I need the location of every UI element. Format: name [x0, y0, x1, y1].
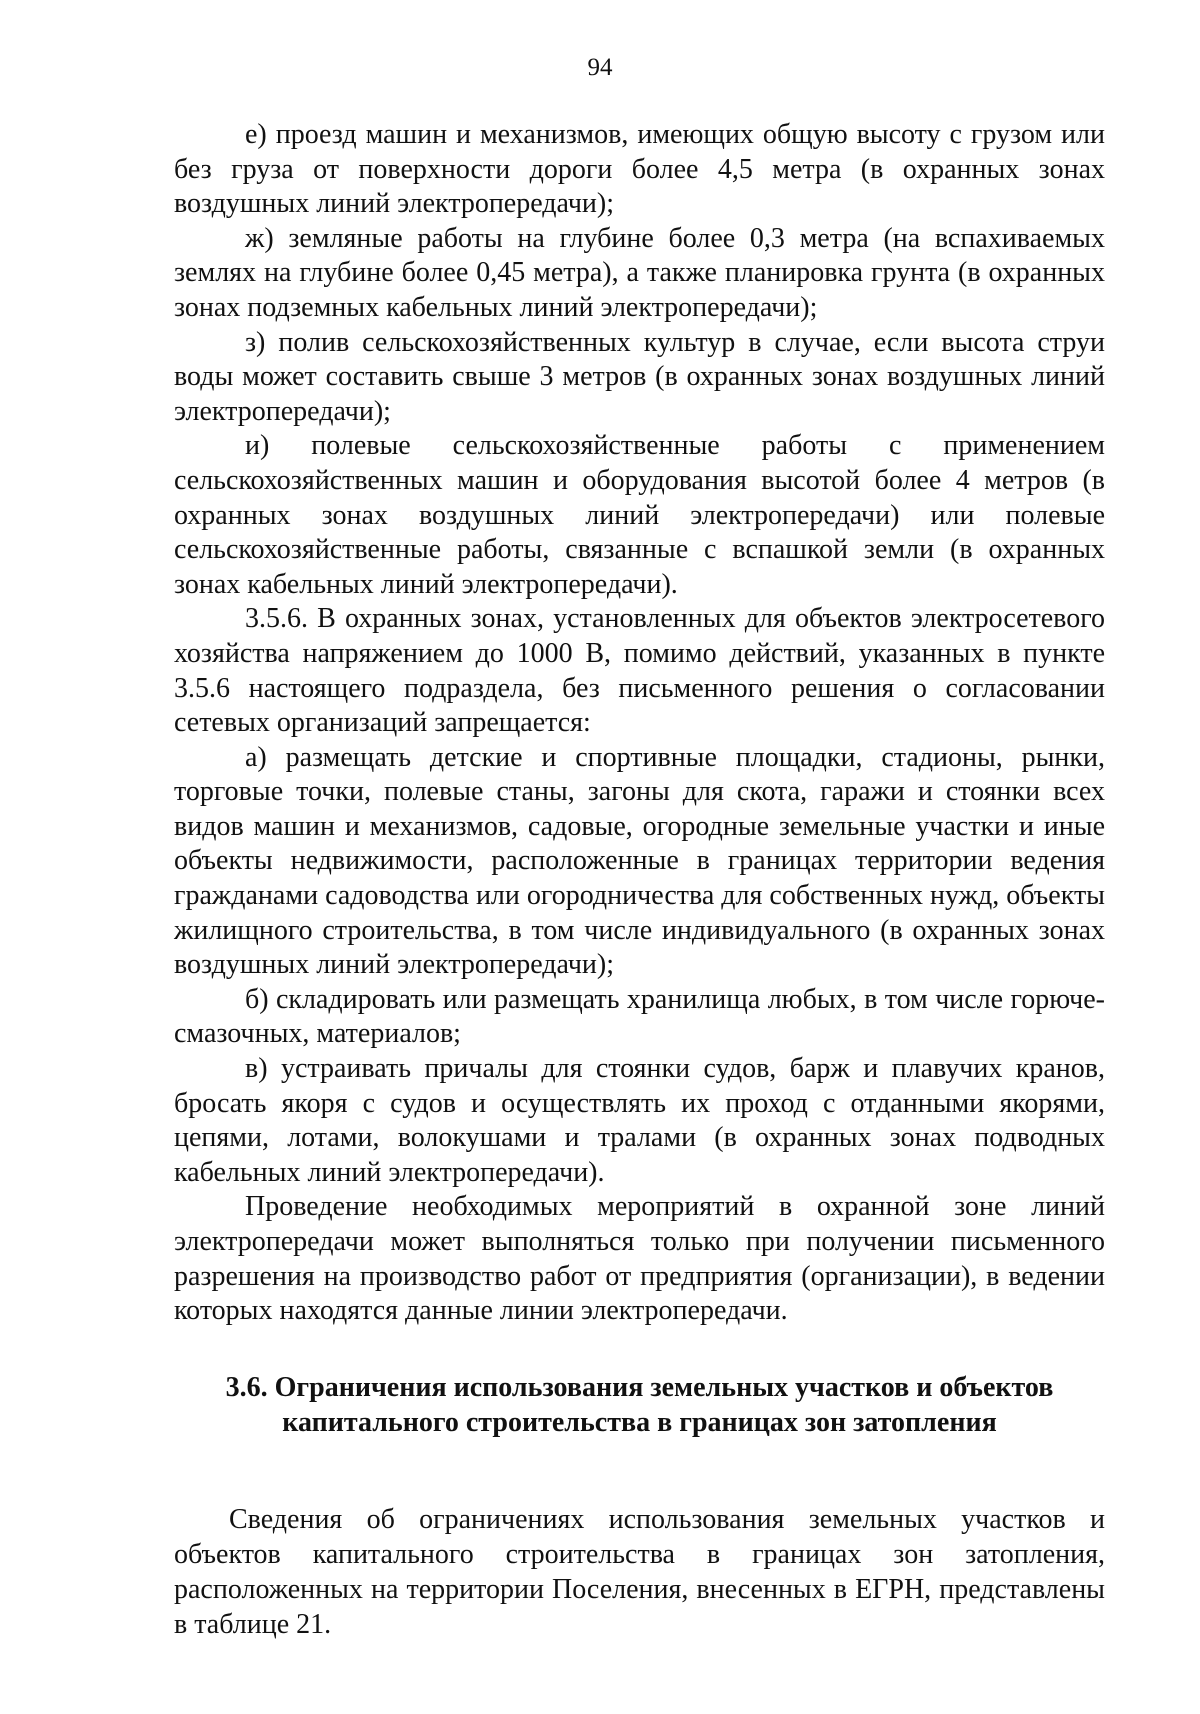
paragraph-zh: ж) земляные работы на глубине более 0,3 метра (на вспахиваемых землях на глубине более 0,45 метра), а также планировка грунта (в охранных зонах подземных кабельных линий электропередачи); — [174, 222, 1105, 323]
page-number: 94 — [587, 54, 613, 81]
paragraph-b: б) складировать или размещать хранилища любых, в том числе горюче-смазочных, материалов; — [174, 983, 1105, 1050]
section-heading-line-1: 3.6. Ограничения использования земельных участков и объектов — [225, 1372, 1054, 1403]
paragraph-3-5-6: 3.5.6. В охранных зонах, установленных для объектов электросетевого хозяйства напряжением до 1000 В, помимо действий, указанных в пункте 3.5.6 настоящего подраздела, без письменного решения о согласовании сетевых организаций запрещается: — [174, 603, 1105, 739]
body-text — [174, 118, 1105, 1329]
paragraph-v: в) устраивать причалы для стоянки судов, барж и плавучих кранов, бросать якоря с судов и осуществлять их проход с отданными якорями, цепями, лотами, волокушами и тралами (в охранных зонах подводных кабельных линий электропередачи). — [174, 1053, 1105, 1188]
section-heading — [174, 1370, 1105, 1440]
closing-paragraph: Сведения об ограничениях использования земельных участков и объектов капитального строительства в границах зон затопления, расположенных на территории Поселения, внесенных в ЕГРН, представлены в таблице 21. — [174, 1504, 1105, 1640]
paragraph-z: з) полив сельскохозяйственных культур в случае, если высота струи воды может составить свыше 3 метров (в охранных зонах воздушных линий электропередачи); — [174, 326, 1105, 427]
section-heading-line-2: капитального строительства в границах зон затопления — [282, 1407, 997, 1438]
paragraph-a: а) размещать детские и спортивные площадки, стадионы, рынки, торговые точки, полевые станы, загоны для скота, гаражи и стоянки всех видов машин и механизмов, садовые, огородные земельные участки и иные объекты недвижимости, расположенные в границах территории ведения гражданами садоводства или огородничества для собственных нужд, объекты жилищного строительства, в том числе индивидуального (в охранных зонах воздушных линий электропередачи); — [174, 741, 1105, 981]
closing-text — [174, 1502, 1105, 1642]
paragraph-conclusion: Проведение необходимых мероприятий в охранной зоне линий электропередачи может выполняться только при получении письменного разрешения на производство работ от предприятия (организации), в ведении которых находятся данные линии электропередачи. — [174, 1191, 1105, 1327]
paragraph-e: е) проезд машин и механизмов, имеющих общую высоту с грузом или без груза от поверхности дороги более 4,5 метра (в охранных зонах воздушных линий электропередачи); — [174, 119, 1105, 220]
paragraph-i: и) полевые сельскохозяйственные работы с применением сельскохозяйственных машин и оборудования высотой более 4 метров (в охранных зонах воздушных линий электропередачи) или полевые сельскохозяйственные работы, связанные с вспашкой земли (в охранных зонах кабельных линий электропередачи). — [174, 430, 1105, 600]
